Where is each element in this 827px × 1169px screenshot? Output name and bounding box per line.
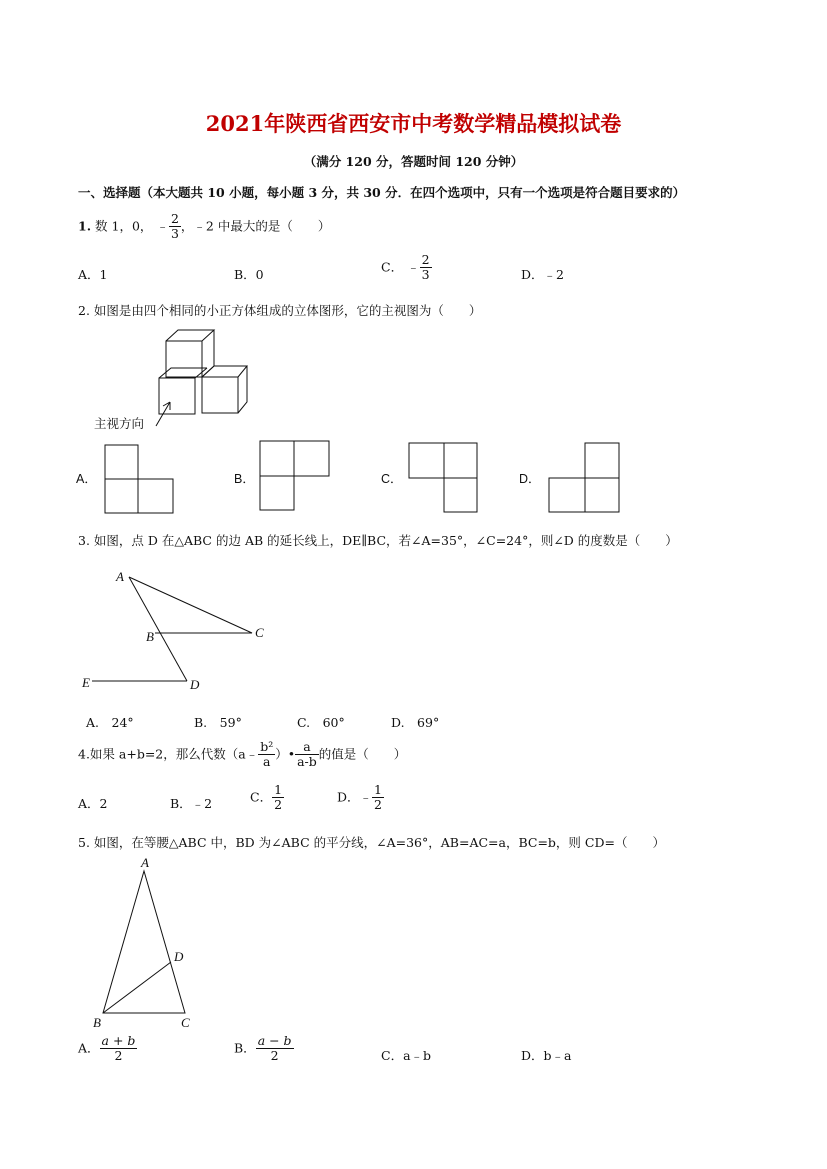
question-2: 2. 如图是由四个相同的小正方体组成的立体图形，它的主视图为（ ）: [78, 303, 482, 318]
option-d-label[interactable]: D．: [519, 472, 541, 486]
option-c-view[interactable]: [408, 442, 480, 514]
point-c-label: C: [181, 1015, 190, 1030]
option-b[interactable]: B．﹣2: [170, 796, 213, 811]
question-4: 4.如果 a+b=2，那么代数（a﹣ $\frac{\text{b²}}{a}$ ）• $\frac{a}{a-b}$ 的值是（ ）: [78, 739, 407, 770]
fraction: $\frac{\text{b²}}{a}$: [260, 739, 274, 770]
point-d-label: D: [174, 949, 184, 964]
option-d[interactable]: D．﹣ $\frac{1}{2}$: [337, 782, 382, 813]
option-b-view[interactable]: [259, 440, 331, 512]
option-b[interactable]: B. 59°: [194, 715, 242, 730]
fraction: $\frac{a}{a-b}$: [297, 739, 317, 770]
question-5: 5. 如图，在等腰△ABC 中，BD 为∠ABC 的平分线，∠A=36°，AB=AC=a，BC=b，则 CD=（ ）: [78, 835, 665, 850]
option-b-label[interactable]: B．: [234, 472, 255, 486]
question-text: ，﹣2 中最大的是（ ）: [180, 218, 331, 234]
option-c[interactable]: C． $\frac{1}{2}$: [250, 782, 283, 813]
exam-info: （满分 120 分，答题时间 120 分钟）: [303, 154, 524, 169]
question-text: 数 1，0，: [95, 218, 153, 234]
point-b-label: B: [93, 1015, 101, 1030]
option-a-view[interactable]: [104, 444, 176, 516]
question-3: 3. 如图，点 D 在△ABC 的边 AB 的延长线上，DE∥BC，若∠A=35°，∠C=24°，则∠D 的度数是（ ）: [78, 533, 678, 548]
point-a-label: A: [141, 855, 149, 870]
option-c[interactable]: C． ﹣ $\frac{2}{3}$: [381, 252, 430, 283]
option-a-label[interactable]: A．: [76, 472, 97, 486]
option-a[interactable]: A．1: [78, 267, 108, 282]
question-number: 1.: [78, 218, 92, 234]
option-a[interactable]: A． $\frac{a + b}{2}$: [78, 1033, 136, 1064]
option-d[interactable]: D．﹣2: [521, 267, 564, 282]
option-d[interactable]: D．b﹣a: [521, 1048, 572, 1063]
option-d[interactable]: D. 69°: [391, 715, 440, 730]
view-direction-label: 主视方向: [94, 417, 145, 431]
option-d-view[interactable]: [548, 442, 622, 514]
question-1: [78, 212, 330, 242]
triangle-figure-q3: [80, 566, 280, 696]
option-b[interactable]: B．0: [234, 267, 264, 282]
option-c[interactable]: C．a﹣b: [381, 1048, 432, 1063]
triangle-figure-q5: [88, 854, 208, 1034]
point-e-label: E: [82, 675, 90, 690]
option-a[interactable]: A．2: [78, 796, 108, 811]
point-d-label: D: [190, 677, 200, 692]
page-title: 2021年陕西省西安市中考数学精品模拟试卷: [205, 111, 622, 136]
option-c[interactable]: C. 60°: [297, 715, 345, 730]
point-c-label: C: [255, 625, 264, 640]
option-b[interactable]: B． $\frac{a - b}{2}$: [234, 1033, 292, 1064]
point-b-label: B: [146, 629, 154, 644]
minus-sign: ﹣: [156, 218, 169, 234]
section-heading: 一、选择题（本大题共 10 小题，每小题 3 分，共 30 分．在四个选项中，只有一个选项是符合题目要求的）: [78, 185, 686, 200]
option-c-label[interactable]: C．: [381, 472, 403, 486]
fraction: $\frac{2}{3}$: [170, 211, 179, 242]
point-a-label: A: [116, 569, 124, 584]
option-a[interactable]: A. 24°: [86, 715, 134, 730]
